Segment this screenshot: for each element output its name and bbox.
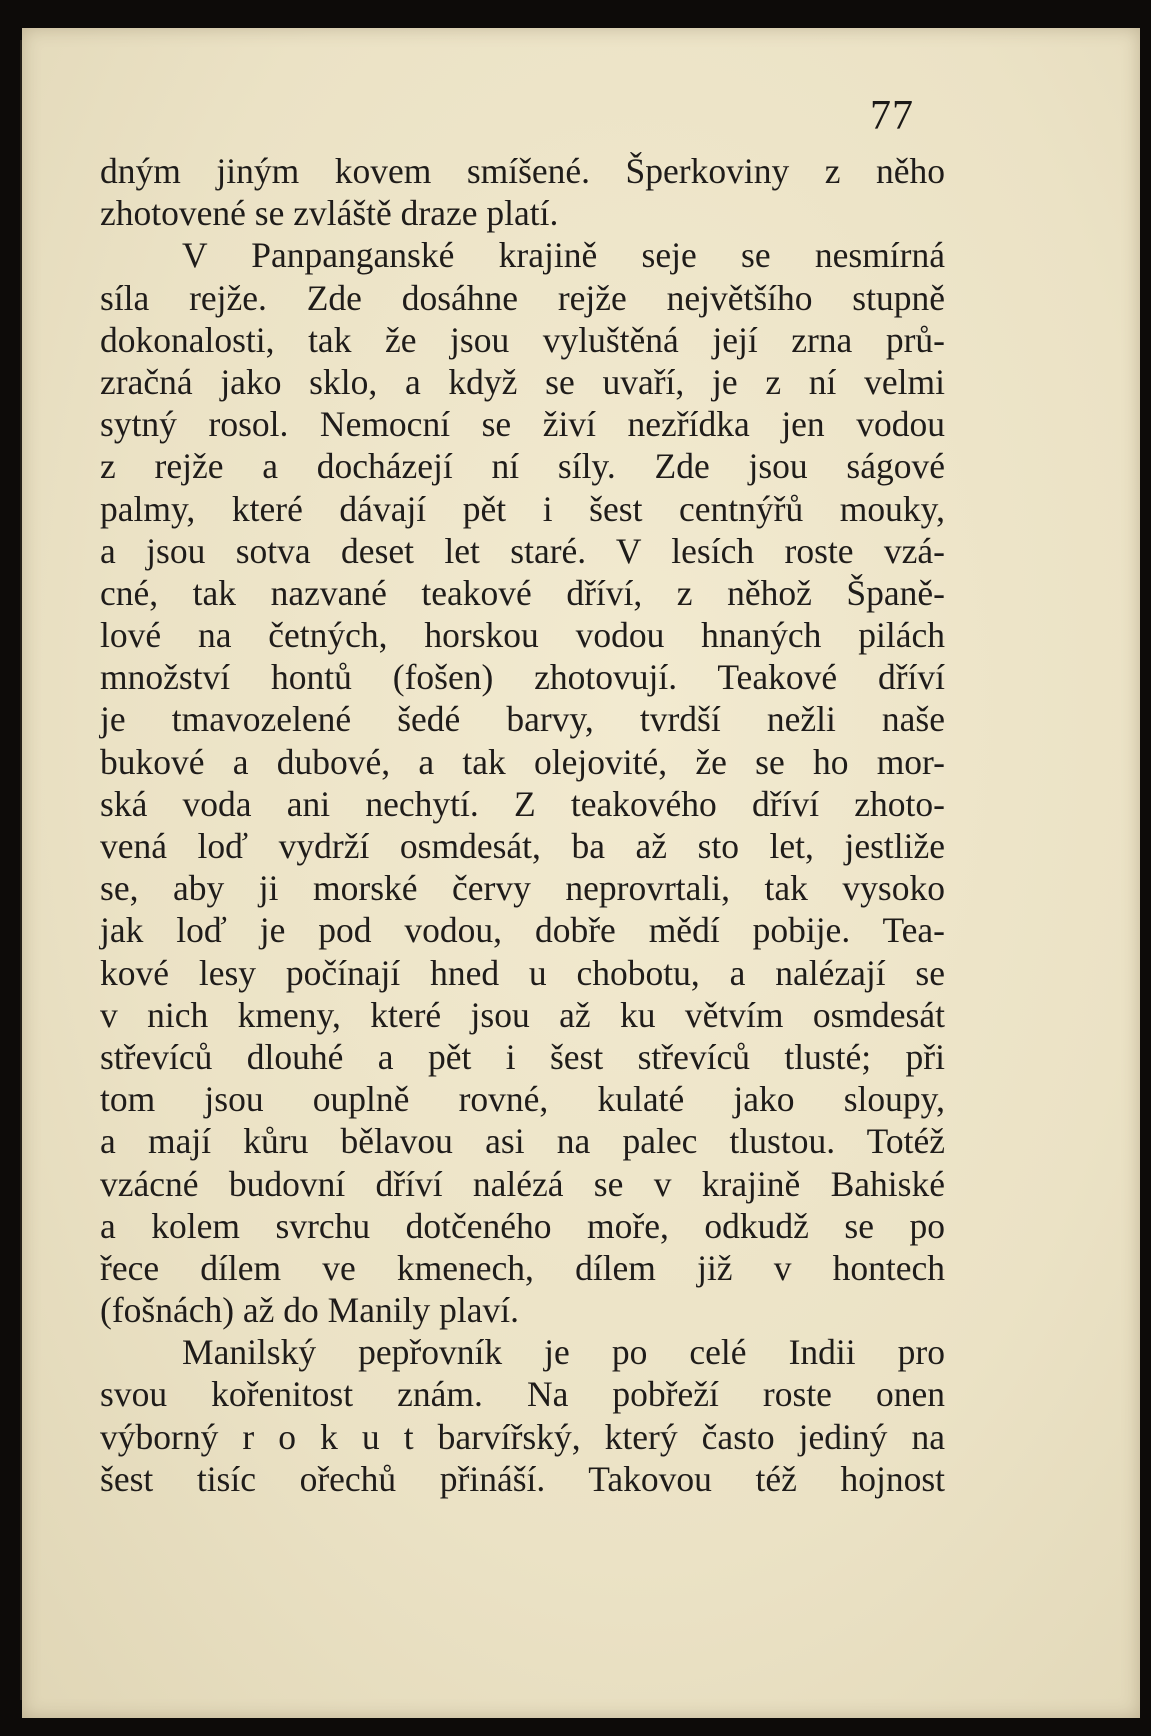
text-line: a mají kůru bělavou asi na palec tlustou. Totéž: [100, 1121, 945, 1162]
text-line: střevíců dlouhé a pět i šest střevíců tlusté; při: [100, 1036, 945, 1077]
text-line: a jsou sotva deset let staré. V lesích roste vzá-: [100, 530, 945, 571]
text-line: množství hontů (fošen) zhotovují. Teakové dříví: [100, 657, 945, 698]
text-line: ská voda ani nechytí. Z teakového dříví zhoto-: [100, 783, 945, 824]
text-line: zhotovené se zvláště draze platí.: [100, 193, 559, 234]
text-line: cné, tak nazvané teakové dříví, z něhož Španě-: [100, 572, 945, 613]
text-line: vená loď vydrží osmdesát, ba až sto let, jestliže: [100, 826, 945, 866]
text-line: svou kořenitost znám. Na pobřeží roste onen: [100, 1374, 945, 1415]
text-line: (fošnách) až do Manily plaví.: [100, 1290, 519, 1331]
text-line: síla rejže. Zde dosáhne rejže největšího stupně: [100, 277, 945, 318]
text-line: v nich kmeny, které jsou až ku větvím osmdesát: [100, 994, 945, 1035]
text-line: tom jsou ouplně rovné, kulaté jako sloupy,: [100, 1079, 945, 1120]
text-line: se, aby ji morské červy neprovrtali, tak vysoko: [100, 868, 945, 909]
text-line: výborný r o k u t barvířský, který často jediný na: [100, 1416, 945, 1457]
text-line: řece dílem ve kmenech, dílem již v hontech: [100, 1247, 945, 1288]
text-line: a kolem svrchu dotčeného moře, odkudž se po: [100, 1205, 945, 1246]
body-text: [100, 150, 945, 1500]
text-line: šest tisíc ořechů přináší. Takovou též hojnost: [100, 1458, 945, 1499]
text-line: Manilský pepřovník je po celé Indii pro: [182, 1332, 945, 1373]
text-line: z rejže a docházejí ní síly. Zde jsou ságové: [100, 446, 945, 487]
text-line: vzácné budovní dříví nalézá se v krajině Bahiské: [100, 1163, 945, 1204]
text-line: palmy, které dávají pět i šest centnýřů mouky,: [100, 488, 945, 529]
text-line: bukové a dubové, a tak olejovité, že se ho mor-: [100, 741, 945, 782]
text-line: sytný rosol. Nemocní se živí nezřídka jen vodou: [100, 404, 945, 445]
text-line: je tmavozelené šedé barvy, tvrdší nežli naše: [100, 699, 945, 740]
page-number: 77: [870, 93, 914, 139]
text-line: jak loď je pod vodou, dobře mědí pobije. Tea-: [100, 910, 945, 951]
text-line: V Panpanganské krajině seje se nesmírná: [182, 235, 945, 276]
text-line: dným jiným kovem smíšené. Šperkoviny z něho: [100, 151, 945, 191]
text-line: lové na četných, horskou vodou hnaných pilách: [100, 615, 945, 656]
text-line: dokonalosti, tak že jsou vyluštěná její zrna prů-: [100, 319, 945, 360]
text-line: kové lesy počínají hned u chobotu, a nalézají se: [100, 952, 945, 993]
text-line: zračná jako sklo, a když se uvaří, je z ní velmi: [100, 361, 945, 402]
